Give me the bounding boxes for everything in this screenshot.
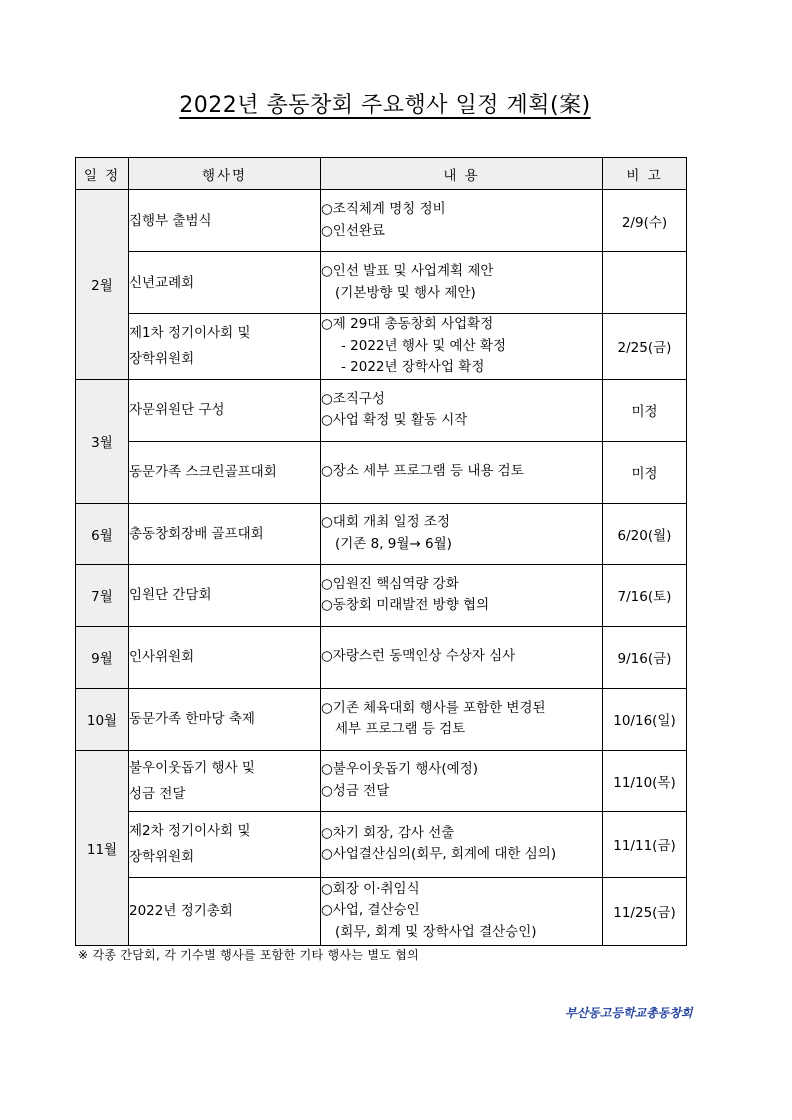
event-name-cell bbox=[129, 688, 321, 750]
event-name-cell bbox=[129, 877, 321, 945]
event-name-line: 불우이웃돕기 행사 및 bbox=[129, 759, 255, 776]
header-note: 비 고 bbox=[603, 158, 687, 190]
note-cell: 10/16(일) bbox=[603, 688, 687, 750]
header-schedule: 일 정 bbox=[76, 158, 129, 190]
footnote: ※ 각종 간담회, 각 기수별 행사를 포함한 기타 행사는 별도 협의 bbox=[78, 948, 420, 962]
content-line: ○불우이웃돕기 행사(예정) bbox=[321, 761, 479, 777]
month-cell: 2월 bbox=[76, 190, 129, 380]
event-name-line: 장학위원회 bbox=[129, 351, 195, 368]
content-line: ○동창회 미래발전 방향 협의 bbox=[321, 597, 490, 613]
note-cell: 11/10(목) bbox=[603, 750, 687, 811]
event-name-cell bbox=[129, 564, 321, 626]
event-name-line: 집행부 출범식 bbox=[129, 212, 212, 229]
event-name-cell bbox=[129, 190, 321, 252]
content-line: ○사업결산심의(회무, 회계에 대한 심의) bbox=[321, 846, 557, 862]
content-line: ○조직구성 bbox=[321, 390, 385, 407]
event-name-cell bbox=[129, 252, 321, 314]
event-name-line: 2022년 정기총회 bbox=[129, 903, 233, 919]
event-name-line: 제2차 정기이사회 및 bbox=[129, 823, 251, 839]
content-line: ○자랑스런 동맥인상 수상자 심사 bbox=[321, 648, 516, 665]
content-line: - 2022년 장학사업 확정 bbox=[341, 359, 485, 375]
content-line: (기본방향 및 행사 제안) bbox=[335, 284, 476, 301]
content-line: ○기존 체육대회 행사를 포함한 변경된 bbox=[321, 699, 546, 716]
event-name-line: 인사위원회 bbox=[129, 649, 195, 665]
note-cell: 미정 bbox=[603, 379, 687, 441]
content-cell bbox=[321, 750, 603, 811]
event-name-line: 제1차 정기이사회 및 bbox=[129, 325, 251, 342]
table-row bbox=[76, 688, 687, 750]
organization-signature: 부산동고등학교총동창회 bbox=[565, 1006, 693, 1020]
content-cell bbox=[321, 379, 603, 441]
month-cell: 9월 bbox=[76, 626, 129, 688]
note-cell: 2/9(수) bbox=[603, 190, 687, 252]
content-cell bbox=[321, 564, 603, 626]
content-line: ○사업 확정 및 활동 시작 bbox=[321, 412, 468, 428]
note-cell: 11/25(금) bbox=[603, 877, 687, 945]
content-line: ○조직체계 명칭 정비 bbox=[321, 201, 446, 217]
note-cell: 11/11(금) bbox=[603, 811, 687, 877]
table-row bbox=[76, 877, 687, 945]
table-row bbox=[76, 564, 687, 626]
content-line: (회무, 회계 및 장학사업 결산승인) bbox=[335, 923, 537, 940]
content-line: ○제 29대 총동창회 사업확정 bbox=[321, 316, 494, 332]
event-name-line: 자문위원단 구성 bbox=[129, 402, 225, 418]
note-cell: 2/25(금) bbox=[603, 314, 687, 380]
table-row bbox=[76, 190, 687, 252]
event-name-line: 동문가족 스크린골프대회 bbox=[129, 464, 277, 480]
month-cell: 3월 bbox=[76, 379, 129, 503]
content-line: ○회장 이·취임식 bbox=[321, 880, 420, 897]
month-cell: 10월 bbox=[76, 688, 129, 750]
table-row bbox=[76, 503, 687, 564]
content-line: ○임원진 핵심역량 강화 bbox=[321, 575, 459, 592]
event-name-cell bbox=[129, 811, 321, 877]
content-line: ○인선 발표 및 사업계획 제안 bbox=[321, 263, 494, 279]
table-header-row bbox=[76, 158, 687, 190]
content-cell bbox=[321, 688, 603, 750]
event-name-cell bbox=[129, 441, 321, 503]
table-row bbox=[76, 750, 687, 811]
month-cell: 6월 bbox=[76, 503, 129, 564]
event-name-cell bbox=[129, 314, 321, 380]
table-row bbox=[76, 441, 687, 503]
header-content: 내 용 bbox=[321, 158, 603, 190]
content-cell bbox=[321, 190, 603, 252]
content-cell bbox=[321, 877, 603, 945]
event-name-cell bbox=[129, 379, 321, 441]
event-name-line: 임원단 간담회 bbox=[129, 587, 212, 603]
content-cell bbox=[321, 441, 603, 503]
note-cell: 미정 bbox=[603, 441, 687, 503]
event-name-line: 총동창회장배 골프대회 bbox=[129, 525, 264, 542]
content-cell bbox=[321, 252, 603, 314]
table-row bbox=[76, 314, 687, 380]
content-line: ○대회 개최 일정 조정 bbox=[321, 514, 450, 530]
content-cell bbox=[321, 314, 603, 380]
event-name-line: 신년교례회 bbox=[129, 274, 195, 291]
schedule-table bbox=[75, 157, 687, 946]
note-cell bbox=[603, 252, 687, 314]
content-cell bbox=[321, 503, 603, 564]
page-title: 2022년 총동창회 주요행사 일정 계획(案) bbox=[179, 93, 591, 118]
content-line: ○장소 세부 프로그램 등 내용 검토 bbox=[321, 463, 524, 480]
header-event-name: 행사명 bbox=[129, 158, 321, 190]
content-line: 세부 프로그램 등 검토 bbox=[335, 721, 466, 737]
month-cell: 11월 bbox=[76, 750, 129, 945]
table-row bbox=[76, 379, 687, 441]
event-name-cell bbox=[129, 626, 321, 688]
event-name-cell bbox=[129, 503, 321, 564]
table-row bbox=[76, 811, 687, 877]
content-line: ○차기 회장, 감사 선출 bbox=[321, 824, 455, 841]
content-line: ○성금 전달 bbox=[321, 782, 390, 799]
note-cell: 9/16(금) bbox=[603, 626, 687, 688]
event-name-line: 성금 전달 bbox=[129, 785, 186, 802]
event-name-line: 장학위원회 bbox=[129, 849, 195, 865]
note-cell: 6/20(월) bbox=[603, 503, 687, 564]
content-line: (기존 8, 9월→ 6월) bbox=[335, 535, 452, 552]
content-line: - 2022년 행사 및 예산 확정 bbox=[341, 337, 507, 354]
event-name-line: 동문가족 한마당 축제 bbox=[129, 711, 255, 727]
note-cell: 7/16(토) bbox=[603, 564, 687, 626]
content-cell bbox=[321, 626, 603, 688]
table-row bbox=[76, 626, 687, 688]
month-cell: 7월 bbox=[76, 564, 129, 626]
content-cell bbox=[321, 811, 603, 877]
content-line: ○인선완료 bbox=[321, 222, 385, 239]
content-line: ○사업, 결산승인 bbox=[321, 902, 420, 919]
table-row bbox=[76, 252, 687, 314]
event-name-cell bbox=[129, 750, 321, 811]
